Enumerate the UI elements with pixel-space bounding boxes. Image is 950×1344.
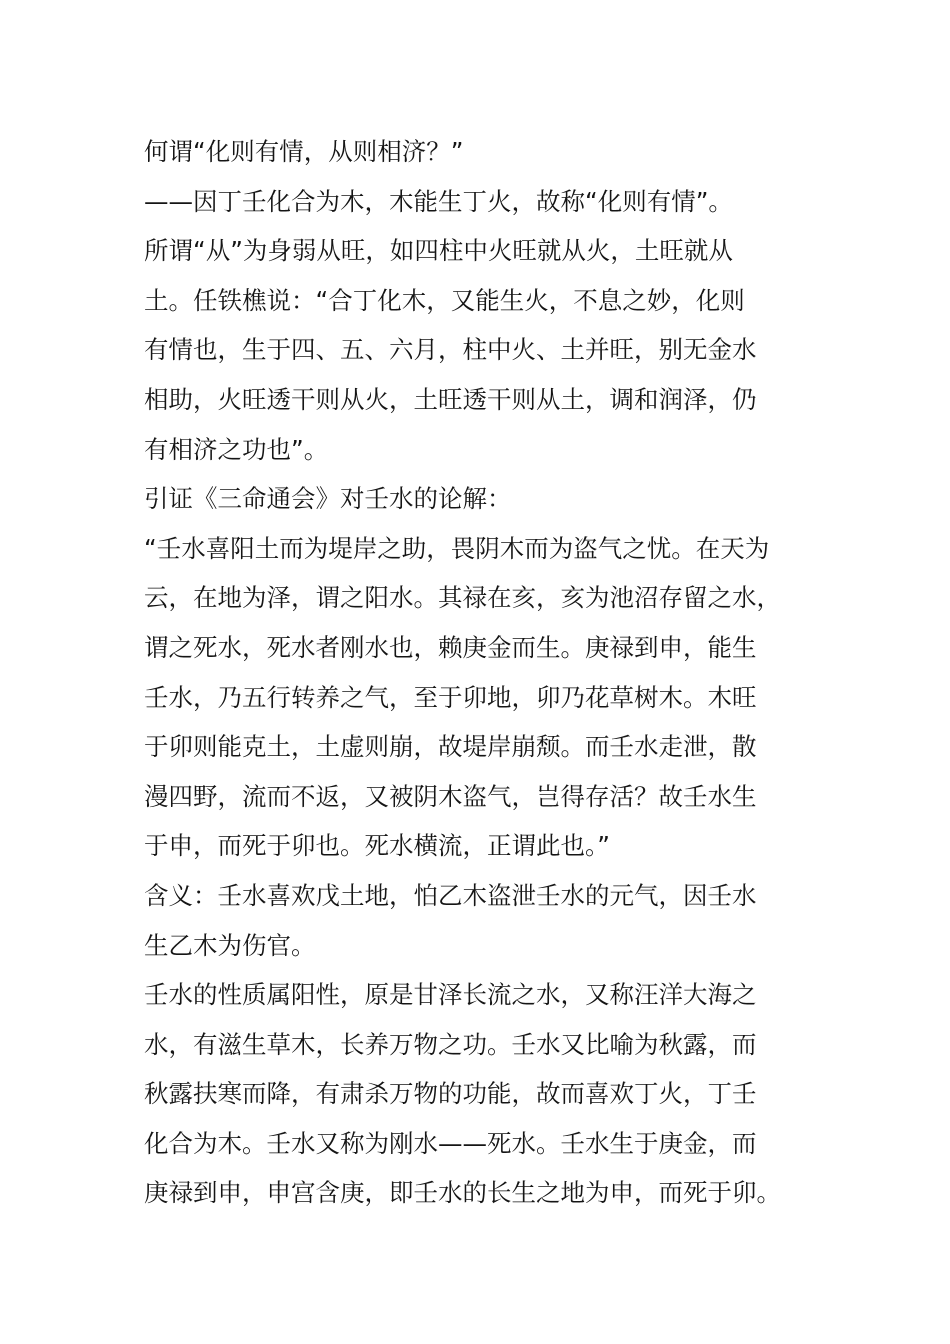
text-line: 土。任铁樵说：“合丁化木，又能生火，不息之妙，化则: [144, 285, 745, 315]
text-line: 漫四野，流而不返，又被阴木盗气，岂得存活？故壬水生: [144, 781, 757, 811]
text-line: 有情也，生于四、五、六月，柱中火、土并旺，别无金水: [144, 335, 757, 365]
text-line: 庚禄到申，申宫含庚，即壬水的长生之地为申，而死于卯。: [144, 1178, 781, 1208]
text-line: 云，在地为泽，谓之阳水。其禄在亥，亥为池沼存留之水，: [144, 583, 781, 613]
text-body: [144, 127, 814, 1218]
text-line: 所谓“从”为身弱从旺，如四柱中火旺就从火，土旺就从: [144, 236, 733, 266]
text-line: ——因丁壬化合为木，木能生丁火，故称“化则有情”。: [144, 186, 733, 216]
text-line: 何谓“化则有情，从则相济？”: [144, 137, 464, 166]
text-line: “壬水喜阳土而为堤岸之助，畏阴木而为盗气之忧。在天为: [144, 533, 770, 563]
text-line: 于卯则能克土，土虚则崩，故堤岸崩颓。而壬水走泄，散: [144, 732, 757, 762]
text-line: 谓之死水，死水者刚水也，赖庚金而生。庚禄到申，能生: [144, 632, 757, 662]
text-line: 壬水的性质属阳性，原是甘泽长流之水，又称汪洋大海之: [144, 980, 757, 1010]
text-line: 引证《三命通会》对壬水的论解：: [144, 484, 512, 514]
text-line: 相助，火旺透干则从火，土旺透干则从土，调和润泽，仍: [144, 384, 757, 414]
text-line: 秋露扶寒而降，有肃杀万物的功能，故而喜欢丁火，丁壬: [144, 1079, 757, 1109]
text-line: 水，有滋生草木，长养万物之功。壬水又比喻为秋露，而: [144, 1029, 757, 1059]
text-line: 于申，而死于卯也。死水横流，正谓此也。”: [144, 831, 610, 861]
text-line: 含义：壬水喜欢戊土地，怕乙木盗泄壬水的元气，因壬水: [144, 880, 757, 910]
text-line: 有相济之功也”。: [144, 434, 329, 464]
text-line: 壬水，乃五行转养之气，至于卯地，卯乃花草树木。木旺: [144, 682, 757, 712]
text-line: 生乙木为伤官。: [144, 930, 316, 960]
text-line: 化合为木。壬水又称为刚水——死水。壬水生于庚金，而: [144, 1128, 757, 1158]
